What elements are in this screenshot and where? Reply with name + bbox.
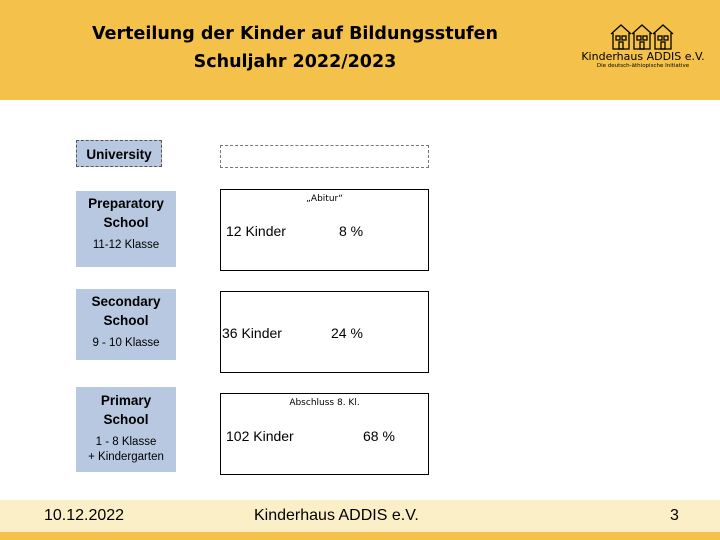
stat-box-primary: [220, 393, 429, 475]
level-secondary: [76, 289, 176, 360]
three-houses-logo-icon: [609, 22, 677, 50]
stat-preparatory-note: „Abitur“: [306, 194, 343, 204]
logo-name: Kinderhaus ADDIS e.V.: [581, 50, 705, 63]
level-secondary-range: 9 - 10 Klasse: [92, 337, 160, 349]
level-primary-range-line2: + Kindergarten: [88, 451, 164, 463]
slide-title: Verteilung der Kinder auf Bildungsstufen: [92, 24, 498, 44]
level-preparatory-name-line2: School: [103, 215, 149, 230]
stat-preparatory-percent: 8 %: [339, 223, 364, 239]
logo-tagline: Die deutsch-äthiopische Initiative: [596, 63, 690, 69]
stat-box-secondary: [220, 291, 429, 373]
stat-preparatory-count: 12 Kinder: [226, 223, 286, 239]
level-secondary-name-line2: School: [103, 313, 149, 328]
stat-box-university: [220, 145, 429, 168]
organization-logo: [578, 22, 708, 78]
level-primary-name-line2: School: [103, 412, 149, 427]
level-primary-range-line1: 1 - 8 Klasse: [95, 436, 157, 448]
level-preparatory-range: 11-12 Klasse: [92, 239, 160, 251]
level-university: [76, 140, 162, 167]
stat-box-preparatory: [220, 189, 429, 271]
header-banner: [0, 0, 720, 100]
stat-primary-note: Abschluss 8. Kl.: [289, 398, 360, 408]
level-primary-name-line1: Primary: [100, 393, 152, 408]
stat-secondary-count: 36 Kinder: [222, 325, 282, 341]
footer-date: 10.12.2022: [44, 507, 125, 524]
footer-accent-strip: [0, 532, 720, 540]
stat-primary-percent: 68 %: [363, 428, 395, 444]
footer-organization: Kinderhaus ADDIS e.V.: [254, 507, 419, 524]
level-preparatory: [76, 191, 176, 267]
level-preparatory-name-line1: Preparatory: [88, 196, 164, 211]
level-university-name: University: [86, 147, 152, 162]
level-secondary-name-line1: Secondary: [91, 294, 161, 309]
slide-subtitle: Schuljahr 2022/2023: [193, 52, 397, 72]
stat-secondary-percent: 24 %: [331, 325, 363, 341]
slide-number: 3: [670, 507, 679, 524]
stat-primary-count: 102 Kinder: [226, 428, 294, 444]
level-primary: [76, 387, 176, 472]
